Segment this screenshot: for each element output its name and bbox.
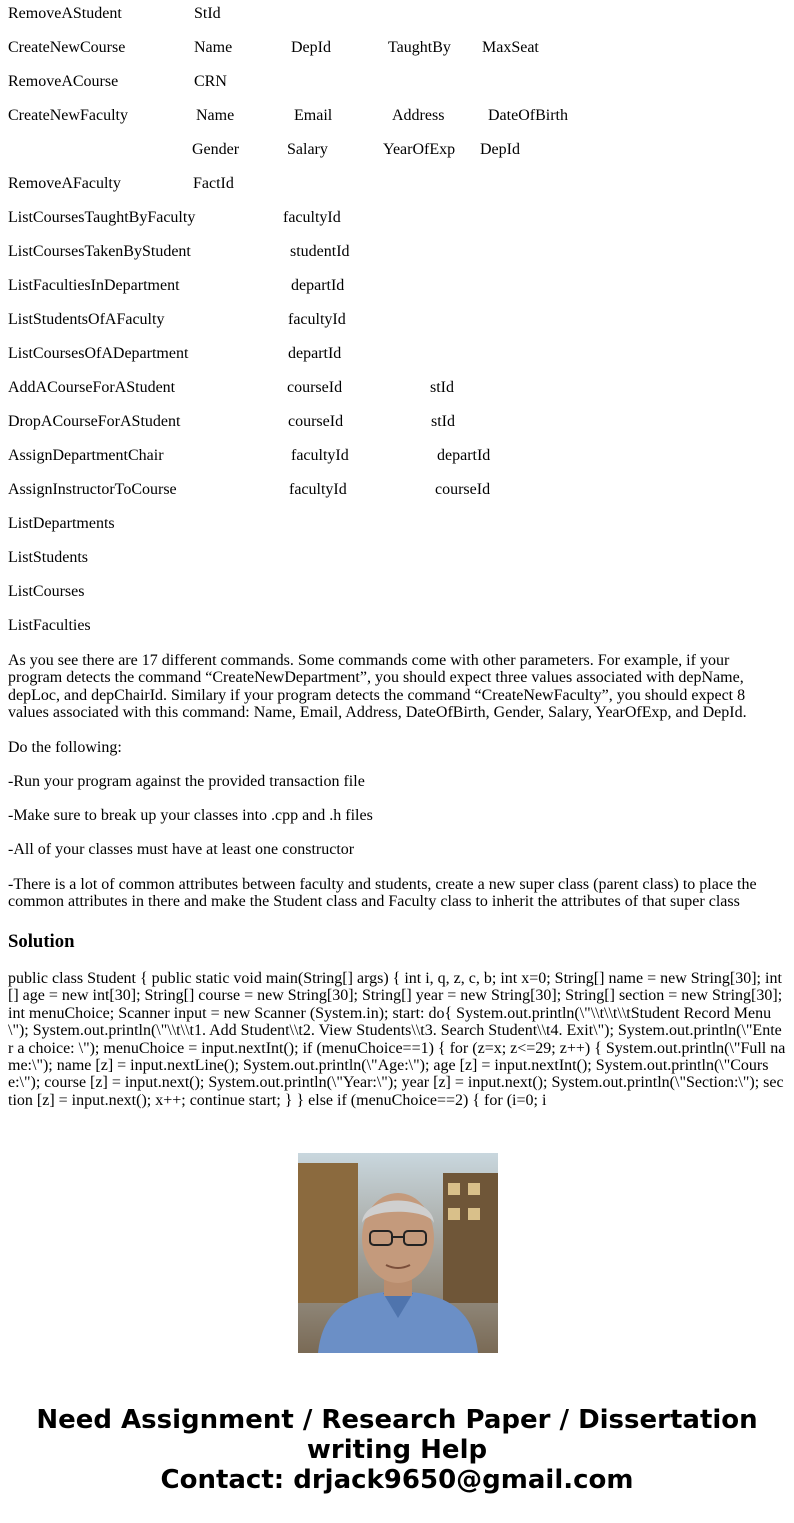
command-row bbox=[8, 412, 786, 432]
command-param: studentId bbox=[290, 243, 350, 260]
avatar bbox=[298, 1153, 498, 1353]
command-param: DateOfBirth bbox=[488, 107, 568, 124]
command-param: Address bbox=[392, 107, 445, 124]
intro-paragraph: As you see there are 17 different commands. Some commands come with other parameters. For example, if your program detects the command “CreateNewDepartment”, you should expect three values associated with depName, depLoc, and depChairId. Similary if your program detects the command “CreateNewFaculty”, you should expect 8 values associated with this command: Name, Email, Address, DateOfBirth, Gender, Salary, YearOfExp, and DepId. bbox=[8, 652, 747, 722]
command-param: FactId bbox=[193, 175, 234, 192]
command-row bbox=[8, 174, 786, 194]
command-name: ListCoursesTakenByStudent bbox=[8, 243, 191, 260]
solution-code: public class Student { public static void main(String[] args) { int i, q, z, c, b; int x=0; String[] name = new String[30]; int[] age = new int[30]; String[] course = new String[30]; String[] year = new String[30]; String[] section = new String[30]; int menuChoice; Scanner input = new Scanner (System.in); start: do{ System.out.println(\"\\t\\t\\tStudent Record Menu\"); System.out.println(\"\\t\\t1. Add Student\\t2. View Students\\t3. Search Student\\t4. Exit\"); System.out.println(\"Enter a choice: \"); menuChoice = input.nextInt(); if (menuChoice==1) { for (z=x; z<=29; z++) { System.out.println(\"Full name:\"); name [z] = input.nextLine(); System.out.println(\"Age:\"); age [z] = input.nextInt(); System.out.println(\"Course:\"); course [z] = input.next(); System.out.println(\"Year:\"); year [z] = input.next(); System.out.println(\"Section:\"); section [z] = input.next(); x++; continue start; } } else if (menuChoice==2) { for (i=0; i bbox=[8, 970, 786, 1109]
task-item: -Run your program against the provided transaction file bbox=[8, 773, 365, 790]
command-row bbox=[8, 514, 786, 534]
command-row bbox=[8, 344, 786, 364]
command-param: TaughtBy bbox=[388, 39, 451, 56]
command-row bbox=[8, 276, 786, 296]
command-name: ListCoursesTaughtByFaculty bbox=[8, 209, 196, 226]
do-following-text: Do the following: bbox=[8, 739, 122, 756]
command-name: AssignDepartmentChair bbox=[8, 447, 164, 464]
command-row bbox=[8, 582, 786, 602]
command-param: facultyId bbox=[289, 481, 347, 498]
command-row bbox=[8, 72, 786, 92]
command-param: facultyId bbox=[288, 311, 346, 328]
task-item: -Make sure to break up your classes into .cpp and .h files bbox=[8, 807, 373, 824]
command-param: Name bbox=[196, 107, 235, 124]
command-param: DepId bbox=[480, 141, 520, 158]
command-name: CreateNewFaculty bbox=[8, 107, 128, 124]
command-name: ListStudentsOfAFaculty bbox=[8, 311, 165, 328]
command-param: DepId bbox=[291, 39, 331, 56]
command-name: ListFacultiesInDepartment bbox=[8, 277, 180, 294]
command-param: CRN bbox=[194, 73, 227, 90]
command-row bbox=[8, 4, 786, 24]
command-param: departId bbox=[288, 345, 342, 362]
command-name: DropACourseForAStudent bbox=[8, 413, 181, 430]
command-name: RemoveAFaculty bbox=[8, 175, 121, 192]
command-name: AssignInstructorToCourse bbox=[8, 481, 177, 498]
command-row bbox=[8, 140, 786, 160]
command-param: stId bbox=[431, 413, 455, 430]
command-param: StId bbox=[194, 5, 221, 22]
command-param: courseId bbox=[287, 379, 343, 396]
command-row bbox=[8, 446, 786, 466]
command-row bbox=[8, 106, 786, 126]
command-name: ListCoursesOfADepartment bbox=[8, 345, 189, 362]
command-name: ListFaculties bbox=[8, 617, 91, 634]
command-param: Name bbox=[194, 39, 233, 56]
command-row bbox=[8, 310, 786, 330]
command-row bbox=[8, 378, 786, 398]
command-row bbox=[8, 208, 786, 228]
command-param: Email bbox=[294, 107, 333, 124]
command-name: ListStudents bbox=[8, 549, 89, 566]
contact-banner bbox=[0, 1405, 794, 1495]
command-name: ListDepartments bbox=[8, 515, 115, 532]
command-param: Gender bbox=[192, 141, 240, 158]
command-row bbox=[8, 242, 786, 262]
command-param: departId bbox=[291, 277, 345, 294]
command-name: RemoveAStudent bbox=[8, 5, 122, 22]
task-item: -There is a lot of common attributes between faculty and students, create a new super class (parent class) to place the common attributes in there and make the Student class and Faculty class to inherit the attributes of that super class bbox=[8, 876, 757, 911]
command-param: facultyId bbox=[283, 209, 341, 226]
command-name: CreateNewCourse bbox=[8, 39, 126, 56]
command-row bbox=[8, 548, 786, 568]
footer-line-contact: Contact: drjack9650@gmail.com bbox=[160, 1465, 634, 1495]
command-name: RemoveACourse bbox=[8, 73, 119, 90]
command-param: Salary bbox=[287, 141, 328, 158]
command-name: ListCourses bbox=[8, 583, 85, 600]
solution-heading: Solution bbox=[8, 931, 75, 952]
command-row bbox=[8, 616, 786, 636]
command-param: stId bbox=[430, 379, 454, 396]
command-row bbox=[8, 480, 786, 500]
task-item: -All of your classes must have at least one constructor bbox=[8, 841, 355, 858]
command-param: courseId bbox=[288, 413, 344, 430]
command-param: facultyId bbox=[291, 447, 349, 464]
command-param: departId bbox=[437, 447, 491, 464]
command-name: AddACourseForAStudent bbox=[8, 379, 176, 396]
command-param: MaxSeat bbox=[482, 39, 539, 56]
command-param: courseId bbox=[435, 481, 491, 498]
command-row bbox=[8, 38, 786, 58]
command-param: YearOfExp bbox=[383, 141, 456, 158]
footer-line-help: Need Assignment / Research Paper / Dissertation writing Help bbox=[36, 1405, 758, 1465]
person-portrait-icon bbox=[298, 1153, 498, 1353]
